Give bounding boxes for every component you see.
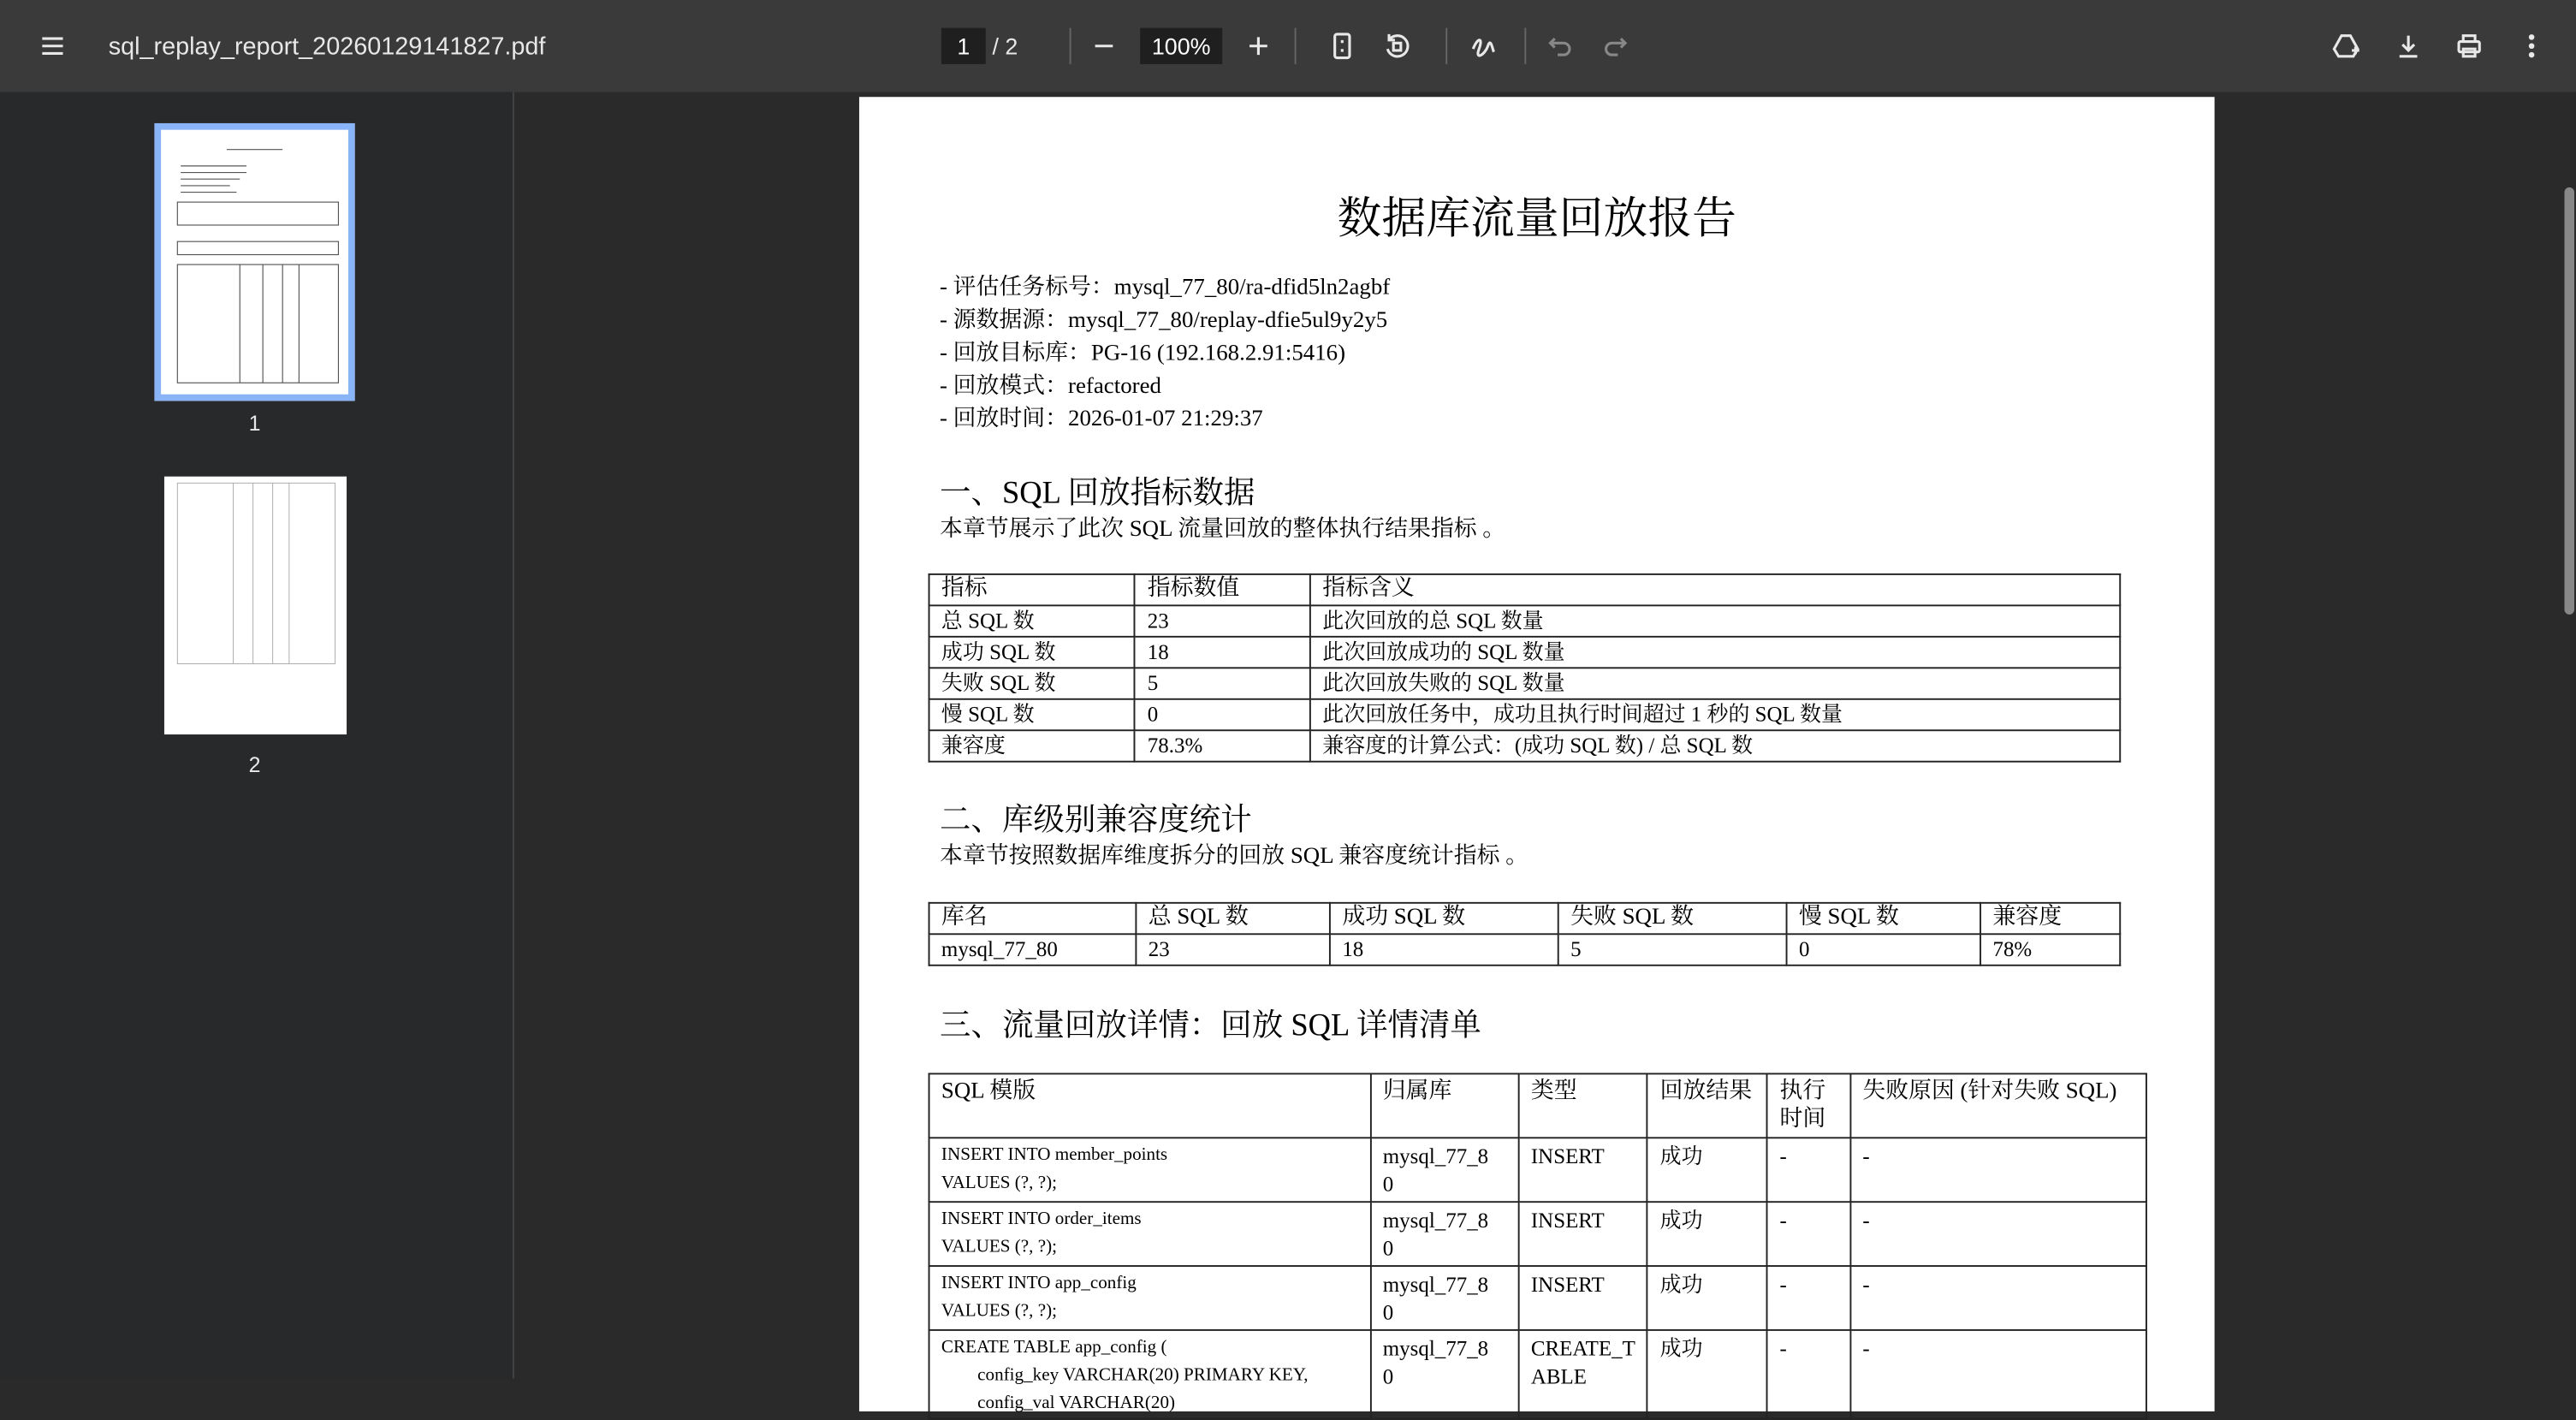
document-title: sql_replay_report_20260129141827.pdf (108, 32, 546, 61)
table-row (929, 1138, 2146, 1202)
table-cell: INSERT (1518, 1202, 1647, 1266)
table-row (929, 934, 2121, 965)
thumbnail-label: 2 (248, 752, 261, 777)
redo-icon[interactable] (1600, 0, 1630, 92)
table-cell: 23 (1135, 605, 1310, 636)
table-row (929, 637, 2121, 668)
table-cell: 此次回放任务中，成功且执行时间超过 1 秒的 SQL 数量 (1310, 699, 2120, 730)
table-cell: - (1767, 1266, 1850, 1330)
table-cell: 兼容度 (929, 730, 1136, 761)
pdf-page (859, 97, 2215, 1411)
table-header-row (929, 903, 2121, 934)
table-cell: 兼容度的计算公式：(成功 SQL 数) / 总 SQL 数 (1310, 730, 2120, 761)
more-options-icon[interactable] (2517, 0, 2547, 92)
table-cell: - (1767, 1138, 1850, 1202)
table-header-cell: SQL 模版 (929, 1073, 1371, 1138)
table-cell: 成功 SQL 数 (929, 637, 1136, 668)
table-row (929, 1202, 2146, 1266)
table-cell: 78.3% (1135, 730, 1310, 761)
table-cell: 失败 SQL 数 (929, 668, 1136, 698)
menu-icon[interactable] (36, 0, 68, 92)
table-row (929, 668, 2121, 698)
table-cell: 慢 SQL 数 (929, 699, 1136, 730)
table-cell: - (1767, 1330, 1850, 1419)
table-cell: 指标数值 (1135, 574, 1310, 605)
metrics-table (929, 573, 2122, 763)
table-header-cell: 执行 时间 (1767, 1073, 1850, 1138)
info-line: - 评估任务标号：mysql_77_80/ra-dfid5ln2agbf (940, 276, 1391, 301)
table-cell: 库名 (929, 903, 1137, 934)
table-row (929, 730, 2121, 761)
table-cell: 兼容度 (1980, 903, 2120, 934)
page-thumbnail-1[interactable] (154, 123, 354, 401)
table-cell: 23 (1136, 934, 1330, 965)
page-number-input[interactable]: 1 (941, 28, 986, 64)
table-cell: 18 (1135, 637, 1310, 668)
table-cell: mysql_77_8 0 (1370, 1138, 1518, 1202)
zoom-out-icon[interactable] (1089, 0, 1119, 92)
table-cell: 慢 SQL 数 (1787, 903, 1981, 934)
table-cell: 此次回放成功的 SQL 数量 (1310, 637, 2120, 668)
table-row (929, 699, 2121, 730)
section-heading: 一、SQL 回放指标数据 (940, 476, 1255, 511)
table-cell: 指标 (929, 574, 1136, 605)
draw-icon[interactable] (1469, 0, 1499, 92)
table-cell: 此次回放的总 SQL 数量 (1310, 605, 2120, 636)
sql-template-cell: INSERT INTO member_points VALUES (?, ?); (929, 1138, 1371, 1202)
table-cell: 78% (1980, 934, 2120, 965)
table-cell: 总 SQL 数 (929, 605, 1136, 636)
table-cell: mysql_77_80 (929, 934, 1137, 965)
section-description: 本章节展示了此次 SQL 流量回放的整体执行结果指标 。 (940, 517, 1506, 543)
scrollbar[interactable] (2563, 92, 2576, 1378)
fit-page-icon[interactable] (1327, 0, 1357, 92)
table-cell: 失败 SQL 数 (1558, 903, 1787, 934)
info-line: - 回放目标库：PG-16 (192.168.2.91:5416) (940, 342, 1346, 367)
sql-template-cell: INSERT INTO order_items VALUES (?, ?); (929, 1202, 1371, 1266)
table-cell: 成功 (1647, 1138, 1767, 1202)
pdf-toolbar (0, 0, 2576, 92)
sql-detail-table (929, 1072, 2147, 1419)
table-cell: INSERT (1518, 1138, 1647, 1202)
info-line: - 回放时间：2026-01-07 21:29:37 (940, 407, 1263, 432)
table-cell: INSERT (1518, 1266, 1647, 1330)
total-pages: / 2 (992, 33, 1018, 60)
divider (1295, 28, 1297, 64)
page-thumbnail-2[interactable] (164, 477, 347, 734)
table-row (929, 1330, 2146, 1419)
table-cell: - (1850, 1266, 2146, 1330)
table-row (929, 605, 2121, 636)
table-cell: 成功 (1647, 1330, 1767, 1419)
table-cell: 5 (1135, 668, 1310, 698)
table-header-row (929, 574, 2121, 605)
table-header-cell: 归属库 (1370, 1073, 1518, 1138)
scrollbar-thumb[interactable] (2564, 187, 2574, 615)
sql-template-cell: INSERT INTO app_config VALUES (?, ?); (929, 1266, 1371, 1330)
report-title: 数据库流量回放报告 (1337, 193, 1737, 244)
table-cell: mysql_77_8 0 (1370, 1202, 1518, 1266)
table-cell: 成功 (1647, 1202, 1767, 1266)
info-line: - 回放模式：refactored (940, 374, 1161, 400)
download-icon[interactable] (2394, 0, 2424, 92)
table-cell: 总 SQL 数 (1136, 903, 1330, 934)
table-row (929, 1266, 2146, 1330)
table-cell: 5 (1558, 934, 1787, 965)
report-info (940, 273, 1390, 437)
table-cell: - (1850, 1138, 2146, 1202)
table-cell: 0 (1787, 934, 1981, 965)
zoom-level-input[interactable]: 100% (1140, 28, 1222, 64)
zoom-in-icon[interactable] (1243, 0, 1273, 92)
table-cell: 18 (1330, 934, 1558, 965)
thumbnail-sidebar (0, 92, 514, 1378)
table-cell: - (1850, 1202, 2146, 1266)
table-header-cell: 失败原因 (针对失败 SQL) (1850, 1073, 2146, 1138)
table-cell: - (1767, 1202, 1850, 1266)
divider (1445, 28, 1447, 64)
rotate-icon[interactable] (1381, 0, 1411, 92)
table-cell: - (1850, 1330, 2146, 1419)
table-cell: 指标含义 (1310, 574, 2120, 605)
info-line: - 源数据源：mysql_77_80/replay-dfie5ul9y2y5 (940, 308, 1388, 334)
undo-icon[interactable] (1546, 0, 1576, 92)
table-header-row (929, 1073, 2146, 1138)
database-compat-table (929, 902, 2122, 966)
save-to-drive-icon[interactable] (2331, 0, 2361, 92)
table-cell: mysql_77_8 0 (1370, 1266, 1518, 1330)
print-icon[interactable] (2454, 0, 2484, 92)
section-description: 本章节按照数据库维度拆分的回放 SQL 兼容度统计指标 。 (940, 844, 1529, 870)
table-cell: 0 (1135, 699, 1310, 730)
table-header-cell: 回放结果 (1647, 1073, 1767, 1138)
divider (1070, 28, 1071, 64)
table-cell: 成功 (1647, 1266, 1767, 1330)
divider (1524, 28, 1526, 64)
table-cell: mysql_77_8 0 (1370, 1330, 1518, 1419)
table-cell: 此次回放失败的 SQL 数量 (1310, 668, 2120, 698)
thumbnail-label: 1 (248, 410, 261, 436)
section-heading: 三、流量回放详情：回放 SQL 详情清单 (940, 1008, 1481, 1043)
section-heading: 二、库级别兼容度统计 (940, 803, 1252, 838)
sql-template-cell: CREATE TABLE app_config ( config_key VARCHAR(20) PRIMARY KEY, config_val VARCHAR(20) (929, 1330, 1371, 1419)
table-cell: CREATE_T ABLE (1518, 1330, 1647, 1419)
table-header-cell: 类型 (1518, 1073, 1647, 1138)
table-cell: 成功 SQL 数 (1330, 903, 1558, 934)
